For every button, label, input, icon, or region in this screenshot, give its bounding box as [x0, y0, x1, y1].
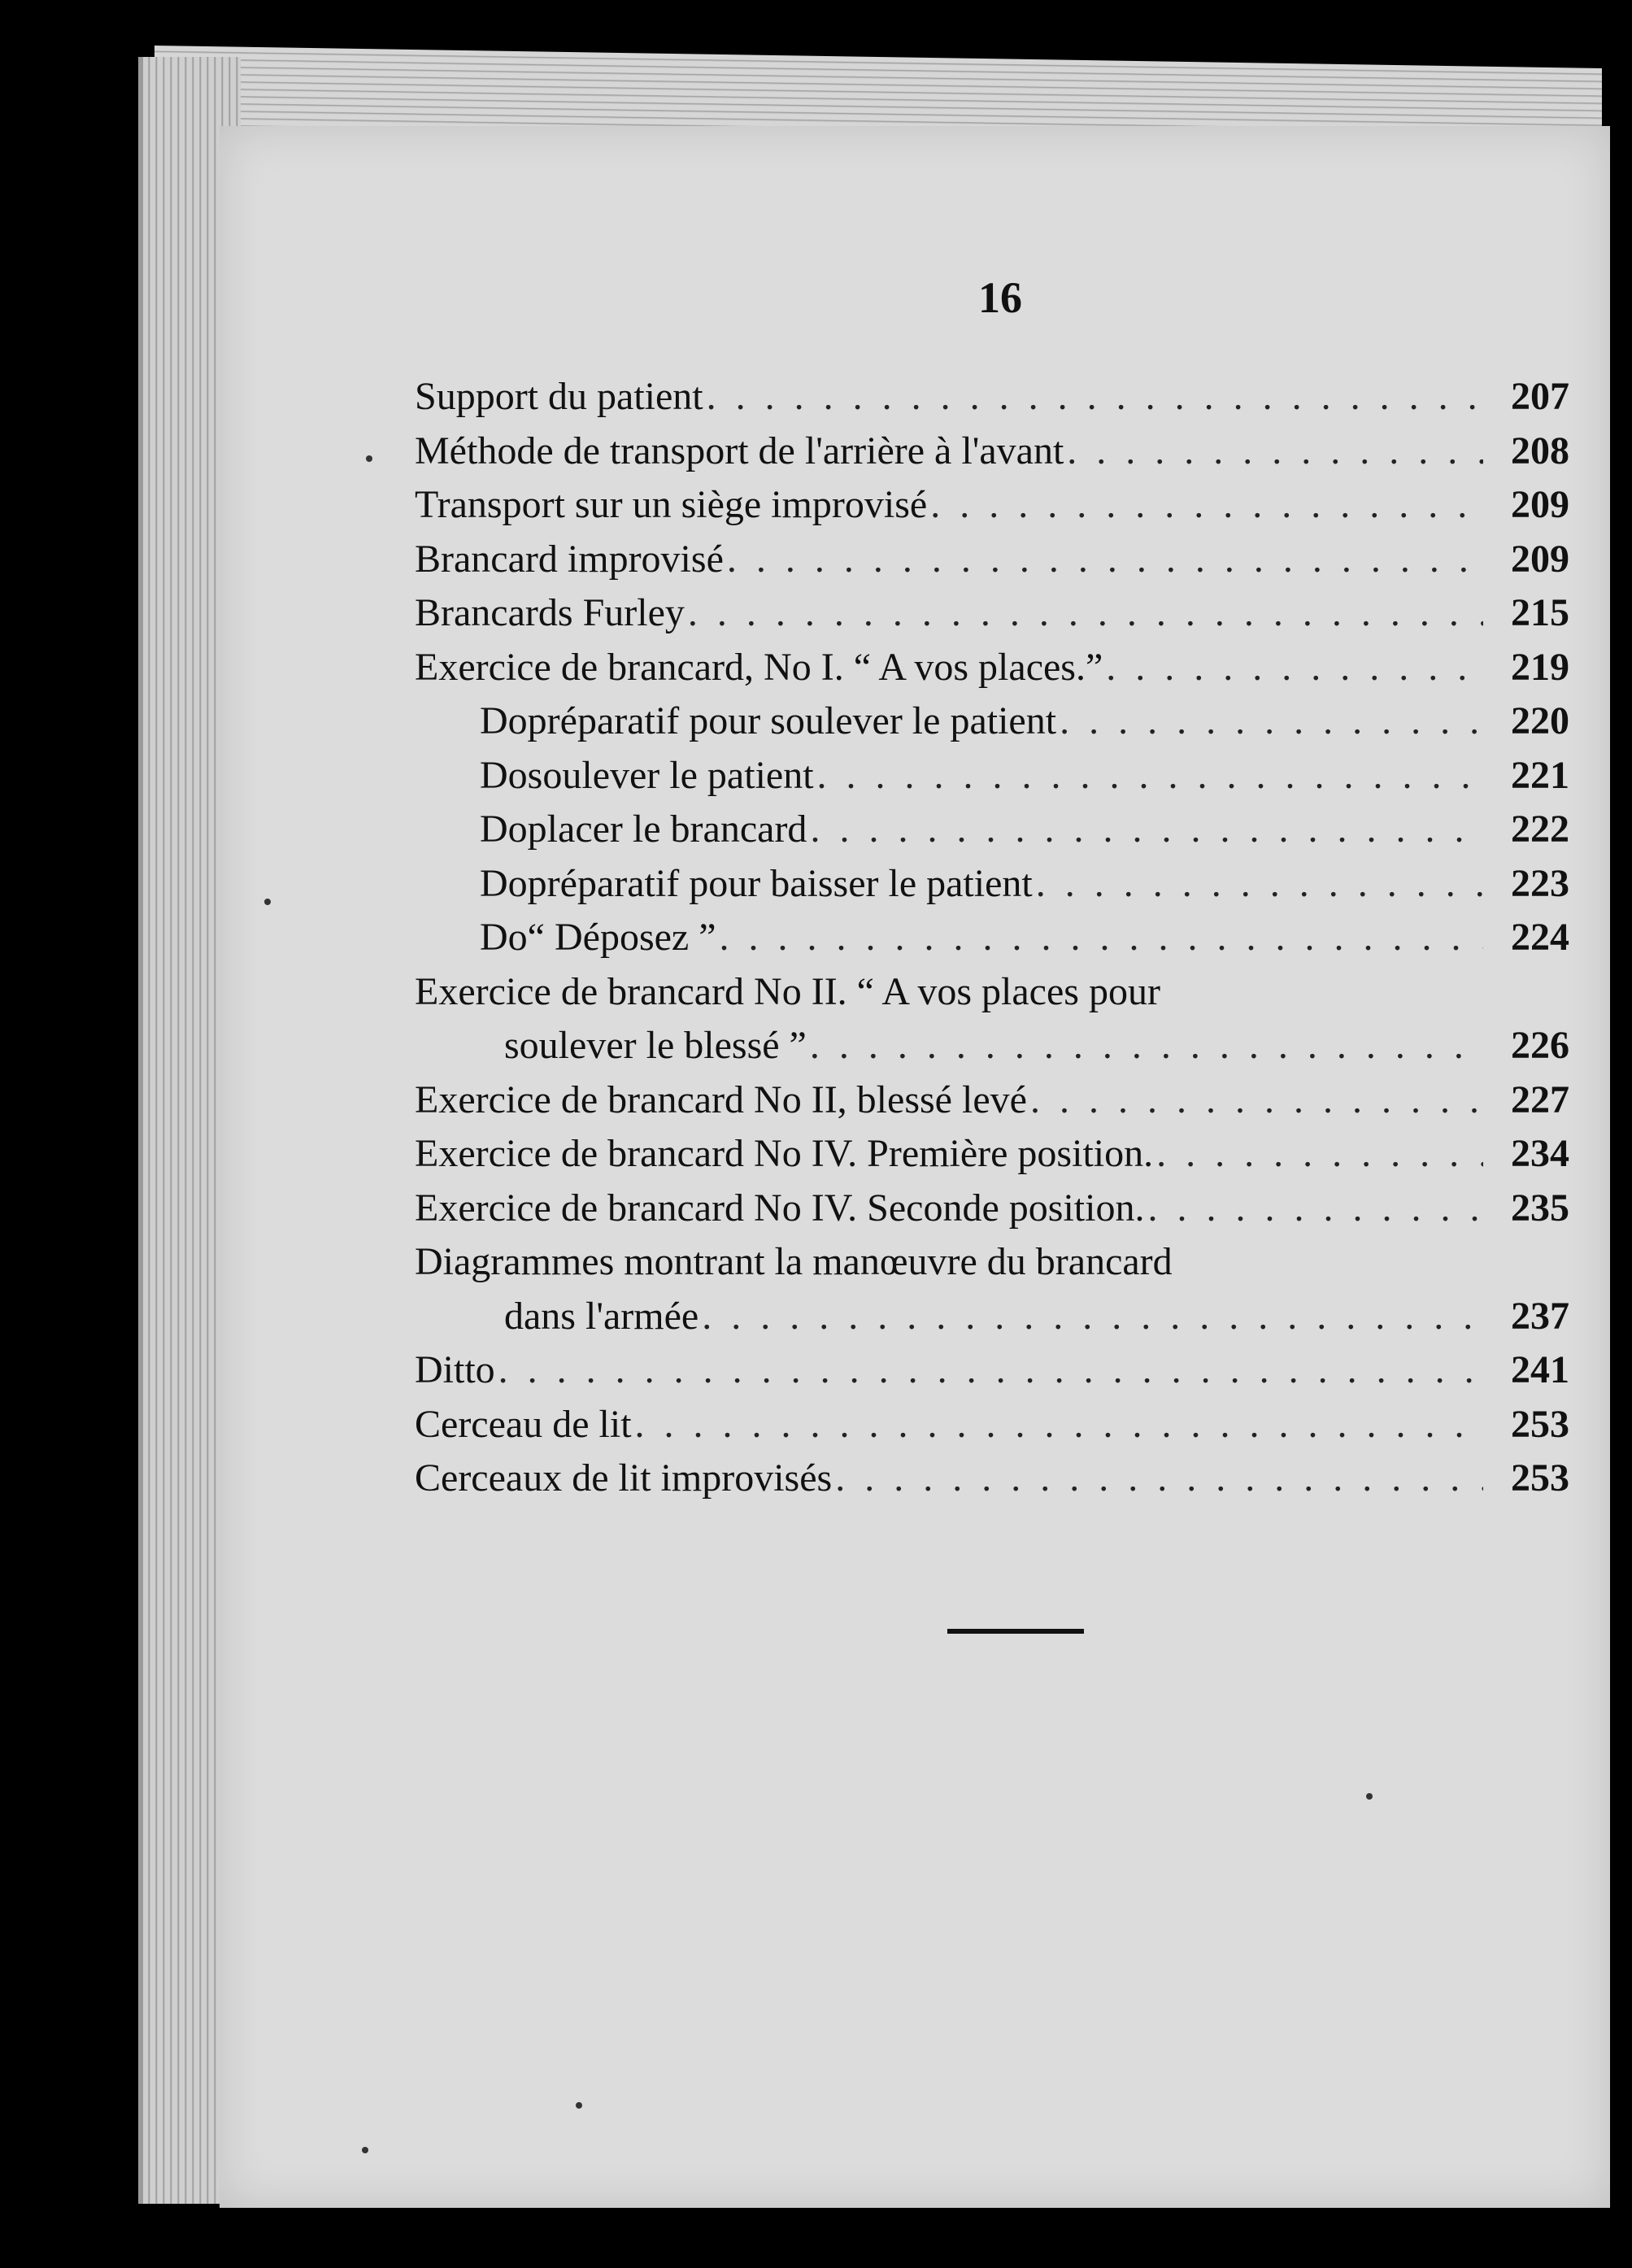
entry-page-number: 219 — [1511, 645, 1569, 689]
entry-title: préparatif pour soulever le patient — [527, 699, 1057, 742]
dot-leader — [1036, 857, 1483, 912]
dot-leader — [720, 911, 1483, 965]
toc-entry — [415, 533, 1569, 587]
dot-leader — [1060, 694, 1483, 749]
ditto-prefix: Do — [480, 861, 528, 905]
entry-title: Support du patient — [415, 375, 703, 418]
toc-entry — [415, 641, 1569, 695]
entry-page-number: 220 — [1511, 699, 1569, 742]
ink-speck — [366, 455, 372, 462]
toc-entry — [415, 370, 1569, 424]
entry-page-number: 241 — [1511, 1348, 1569, 1391]
dot-leader — [727, 533, 1483, 587]
dot-leader — [635, 1398, 1483, 1452]
toc-entry — [415, 586, 1569, 641]
dot-leader — [1147, 1182, 1483, 1236]
dot-leader — [810, 803, 1483, 857]
ditto-prefix: Do — [480, 699, 528, 742]
entry-page-number: 221 — [1511, 753, 1569, 797]
toc-entry — [415, 1127, 1569, 1182]
ditto-prefix: Do — [480, 916, 528, 959]
toc-entry — [415, 1182, 1569, 1236]
toc-entry — [415, 1452, 1569, 1506]
table-of-contents — [415, 370, 1569, 1506]
ink-speck — [264, 899, 271, 905]
entry-title: Diagrammes montrant la manœuvre du brancard — [415, 1240, 1173, 1283]
entry-page-number: 209 — [1511, 537, 1569, 581]
dot-leader — [1030, 1073, 1483, 1128]
entry-title: Exercice de brancard No IV. Première position. — [415, 1132, 1154, 1175]
ink-speck — [362, 2147, 368, 2153]
entry-title: soulever le patient — [527, 753, 814, 797]
entry-title: Transport sur un siège improvisé — [415, 483, 928, 526]
entry-title: Exercice de brancard, No I. “ A vos places.” — [415, 645, 1103, 689]
toc-entry — [415, 424, 1569, 479]
dot-leader — [1067, 424, 1483, 479]
dot-leader — [835, 1452, 1483, 1506]
entry-title: Exercice de brancard No II, blessé levé — [415, 1077, 1027, 1121]
entry-continuation — [415, 1019, 1569, 1073]
toc-subentry — [415, 803, 1569, 857]
toc-entry — [415, 1398, 1569, 1452]
entry-title: Exercice de brancard No II. “ A vos places pour — [415, 969, 1160, 1013]
entry-title-continued: soulever le blessé ” — [504, 1024, 807, 1067]
entry-page-number: 222 — [1511, 808, 1569, 851]
entry-title: Cerceau de lit — [415, 1402, 632, 1446]
entry-title: Méthode de transport de l'arrière à l'avant — [415, 429, 1064, 472]
entry-page-number: 209 — [1511, 483, 1569, 526]
entry-page-number: 215 — [1511, 591, 1569, 634]
entry-continuation — [415, 1290, 1569, 1344]
toc-subentry — [415, 857, 1569, 912]
dot-leader — [702, 1290, 1483, 1344]
dot-leader — [707, 370, 1483, 424]
toc-entry — [415, 1343, 1569, 1398]
entry-page-number: 253 — [1511, 1402, 1569, 1446]
dot-leader — [1156, 1127, 1483, 1182]
end-rule — [947, 1629, 1084, 1634]
dot-leader — [930, 478, 1483, 533]
dot-leader — [810, 1019, 1483, 1073]
entry-page-number: 223 — [1511, 861, 1569, 905]
entry-page-number: 253 — [1511, 1456, 1569, 1500]
toc-entry — [415, 478, 1569, 533]
entry-title: préparatif pour baisser le patient — [527, 861, 1033, 905]
entry-page-number: 224 — [1511, 916, 1569, 959]
page-number: 16 — [978, 273, 1022, 322]
toc-entry — [415, 1235, 1569, 1343]
toc-subentry — [415, 911, 1569, 965]
ditto-prefix: Do — [480, 753, 528, 797]
entry-title: Exercice de brancard No IV. Seconde position. — [415, 1186, 1145, 1230]
toc-subentry — [415, 694, 1569, 749]
entry-page-number: 227 — [1511, 1077, 1569, 1121]
entry-title: Ditto — [415, 1348, 495, 1391]
entry-page-number: 226 — [1511, 1024, 1569, 1067]
toc-entry — [415, 1073, 1569, 1128]
entry-title: Brancards Furley — [415, 591, 685, 634]
entry-title: “ Déposez ” — [527, 916, 716, 959]
dot-leader — [498, 1343, 1483, 1398]
toc-entry — [415, 965, 1569, 1073]
dot-leader — [688, 586, 1483, 641]
entry-page-number: 207 — [1511, 375, 1569, 418]
entry-title: placer le brancard — [527, 808, 807, 851]
entry-title: Brancard improvisé — [415, 537, 724, 581]
ditto-prefix: Do — [480, 808, 528, 851]
entry-page-number: 234 — [1511, 1132, 1569, 1175]
ink-speck — [576, 2102, 582, 2109]
entry-title-continued: dans l'armée — [504, 1294, 699, 1338]
entry-page-number: 208 — [1511, 429, 1569, 472]
toc-subentry — [415, 749, 1569, 803]
entry-page-number: 237 — [1511, 1294, 1569, 1338]
entry-title: Cerceaux de lit improvisés — [415, 1456, 833, 1500]
dot-leader — [817, 749, 1483, 803]
entry-page-number: 235 — [1511, 1186, 1569, 1230]
ink-speck — [1366, 1793, 1373, 1800]
dot-leader — [1106, 641, 1483, 695]
